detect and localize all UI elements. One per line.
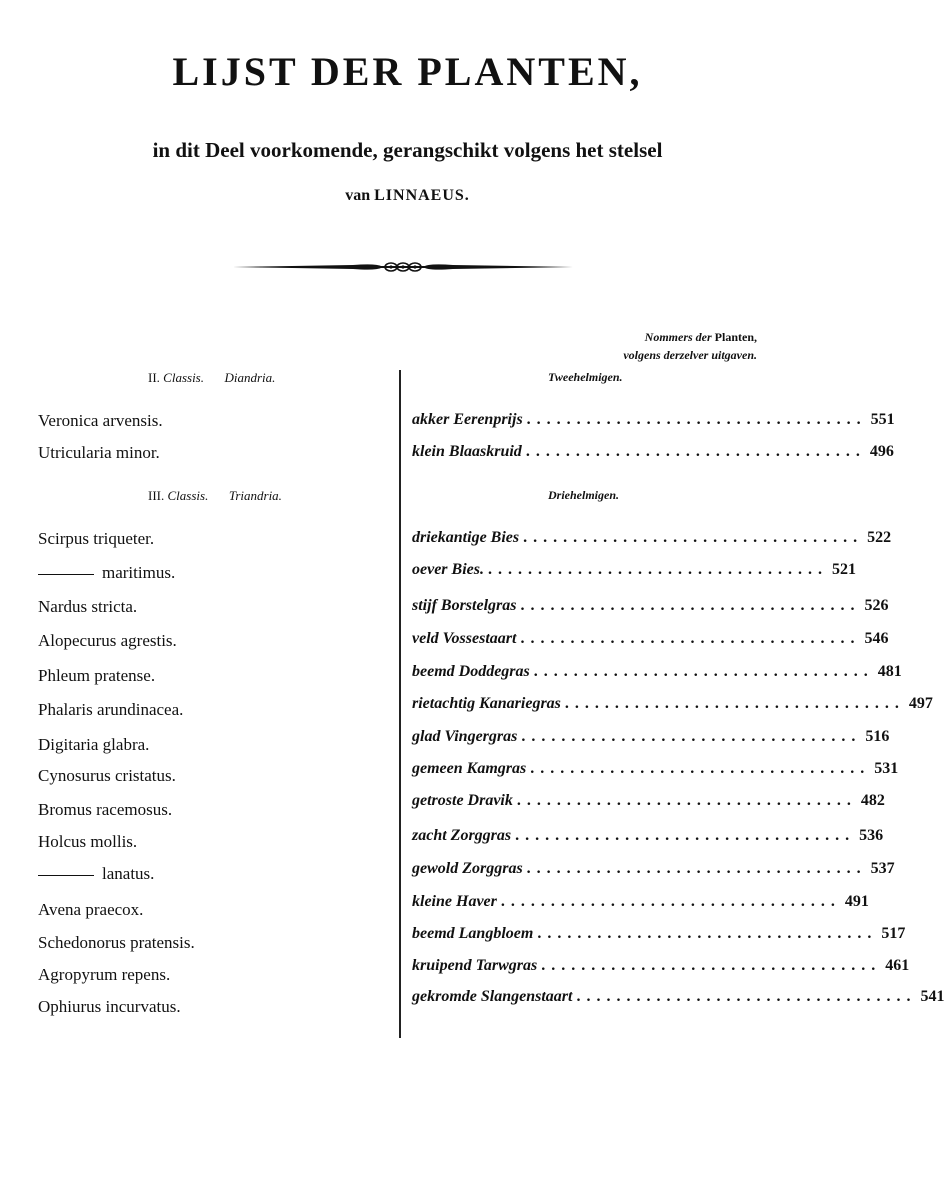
dutch-name: akker Eerenprijs <box>412 411 523 428</box>
plant-number: 537 <box>870 860 895 877</box>
dutch-name: kleine Haver <box>412 893 497 910</box>
list-item <box>412 529 892 551</box>
latin-name: Scirpus triqueter. <box>38 529 155 548</box>
leader-dots: .................................. <box>523 529 864 546</box>
list-item <box>412 925 906 947</box>
leader-dots: .................................. <box>526 411 867 428</box>
leader-dots: .................................. <box>576 988 917 1005</box>
dutch-name: oever Bies. <box>412 561 484 578</box>
list-item <box>412 827 884 849</box>
class-heading-left <box>148 488 282 504</box>
leader-dots: .................................. <box>520 630 861 647</box>
ditto-dash <box>38 574 94 575</box>
leader-dots: .................................. <box>516 792 857 809</box>
plant-number: 551 <box>870 411 895 428</box>
latin-name: Phleum pratense. <box>38 666 156 685</box>
list-item <box>412 728 890 750</box>
leader-dots: .................................. <box>515 827 856 844</box>
dutch-name: gekromde Slangenstaart <box>412 988 573 1005</box>
leader-dots: .................................. <box>487 561 828 578</box>
column-header-numbers <box>645 330 757 345</box>
dutch-name: stijf Borstelgras <box>412 597 517 614</box>
latin-name: Nardus stricta. <box>38 597 138 616</box>
plant-number: 482 <box>860 792 885 809</box>
leader-dots: .................................. <box>525 443 866 460</box>
column-divider <box>399 370 401 1038</box>
latin-name: Schedonorus pratensis. <box>38 933 195 952</box>
list-item <box>412 792 885 814</box>
leader-dots: .................................. <box>526 860 867 877</box>
class-number: III. <box>148 488 165 503</box>
latin-name: maritimus. <box>38 563 175 583</box>
column-header-numbers-a: Nommers der <box>644 330 712 344</box>
ditto-dash <box>38 875 94 876</box>
list-item <box>412 663 902 685</box>
subtitle-author-line <box>0 187 815 205</box>
leader-dots: .................................. <box>520 597 861 614</box>
latin-name: Holcus mollis. <box>38 832 138 851</box>
plant-number: 517 <box>881 925 906 942</box>
latin-name: Cynosurus cristatus. <box>38 766 176 785</box>
list-item <box>412 957 910 979</box>
dutch-name: klein Blaaskruid <box>412 443 522 460</box>
latin-name: Alopecurus agrestis. <box>38 631 177 650</box>
leader-dots: .................................. <box>530 760 871 777</box>
plant-number: 516 <box>865 728 890 745</box>
latin-name: Phalaris arundinacea. <box>38 700 184 719</box>
class-number: II. <box>148 370 160 385</box>
class-heading-right: Tweehelmigen. <box>548 370 623 384</box>
subtitle-author-prefix: van <box>345 187 371 204</box>
column-header-editions: volgens derzelver uitgaven. <box>623 348 757 362</box>
plant-number: 461 <box>885 957 910 974</box>
latin-name: Agropyrum repens. <box>38 965 171 984</box>
leader-dots: .................................. <box>533 663 874 680</box>
dutch-name: gemeen Kamgras <box>412 760 527 777</box>
latin-name: Ophiurus incurvatus. <box>38 997 181 1016</box>
list-item <box>412 561 856 583</box>
plant-number: 521 <box>831 561 856 578</box>
list-item <box>412 695 933 717</box>
class-heading-left <box>148 370 275 386</box>
list-item <box>412 411 895 433</box>
latin-name: lanatus. <box>38 864 154 884</box>
latin-name: Veronica arvensis. <box>38 411 163 430</box>
dutch-name: glad Vingergras <box>412 728 518 745</box>
dutch-name: zacht Zorggras <box>412 827 512 844</box>
subtitle-author-name: LINNAEUS. <box>374 187 470 204</box>
plant-number: 496 <box>869 443 894 460</box>
list-item <box>412 760 899 782</box>
class-word: Classis. <box>167 488 209 503</box>
plant-number: 522 <box>867 529 892 546</box>
class-name: Triandria. <box>228 488 282 503</box>
plant-number: 541 <box>920 988 944 1005</box>
plant-number: 481 <box>877 663 902 680</box>
dutch-name: getroste Dravik <box>412 792 513 809</box>
leader-dots: .................................. <box>500 893 841 910</box>
leader-dots: .................................. <box>564 695 905 712</box>
dutch-name: gewold Zorggras <box>412 860 523 877</box>
class-name: Diandria. <box>224 370 276 385</box>
plant-number: 531 <box>874 760 899 777</box>
latin-name: Digitaria glabra. <box>38 735 150 754</box>
dutch-name: driekantige Bies <box>412 529 520 546</box>
list-item <box>412 988 944 1010</box>
leader-dots: .................................. <box>541 957 882 974</box>
plant-number: 536 <box>859 827 884 844</box>
subtitle: in dit Deel voorkomende, gerangschikt volgens het stelsel <box>152 138 663 162</box>
plant-number: 491 <box>844 893 869 910</box>
list-item <box>412 860 895 882</box>
plant-number: 497 <box>908 695 933 712</box>
plant-number: 526 <box>864 597 889 614</box>
plant-number: 546 <box>864 630 889 647</box>
list-item <box>412 893 869 915</box>
page-title: LIJST DER PLANTEN, <box>172 49 643 94</box>
latin-name: Utricularia minor. <box>38 443 160 462</box>
class-heading-right: Driehelmigen. <box>548 488 619 502</box>
dutch-name: beemd Doddegras <box>412 663 530 680</box>
class-word: Classis. <box>163 370 204 385</box>
leader-dots: .................................. <box>537 925 878 942</box>
dutch-name: veld Vossestaart <box>412 630 517 647</box>
dutch-name: rietachtig Kanariegras <box>412 695 561 712</box>
list-item <box>412 443 894 465</box>
list-item <box>412 597 889 619</box>
latin-name: Bromus racemosus. <box>38 800 173 819</box>
dutch-name: beemd Langbloem <box>412 925 534 942</box>
column-header-numbers-b: Planten, <box>714 330 757 344</box>
latin-name: Avena praecox. <box>38 900 144 919</box>
dutch-name: kruipend Tarwgras <box>412 957 538 974</box>
ornament-divider <box>233 256 573 278</box>
leader-dots: .................................. <box>521 728 862 745</box>
list-item <box>412 630 889 652</box>
